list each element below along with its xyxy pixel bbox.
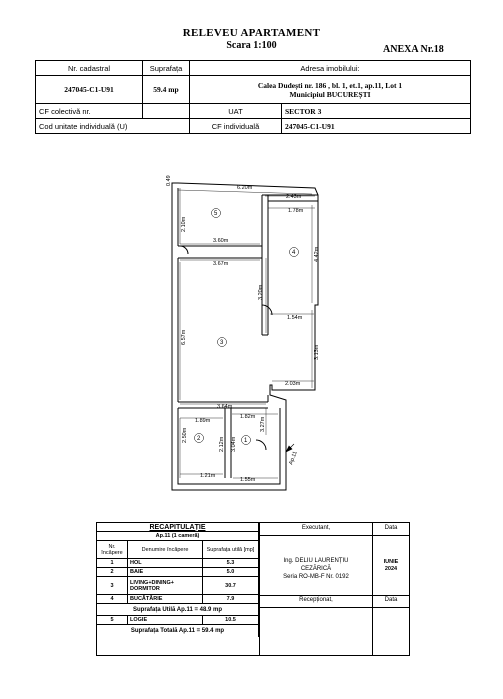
door-arc3 <box>262 305 272 315</box>
cf-individuala-label: CF individuală <box>190 119 282 134</box>
recap-row: 5 LOGIE 10.5 <box>97 616 259 625</box>
dim-label: 1.89m <box>195 418 211 424</box>
room-number: 5 <box>214 211 218 217</box>
recap-row: 1 HOL 5.3 <box>97 559 259 568</box>
dim-label: 2.43m <box>286 194 302 200</box>
date-month: IUNIE <box>383 559 399 565</box>
entrance-arrow <box>286 444 299 466</box>
date-label: Data <box>384 525 398 531</box>
address-line2: Municipiul BUCUREȘTI <box>289 89 371 99</box>
util-total: Suprafața Utilă Ap.11 = 48.9 mp <box>97 604 259 616</box>
dim-label: 4.42m <box>314 246 320 262</box>
dim-label: 6.57m <box>181 329 187 345</box>
door-arc <box>256 440 266 450</box>
engineer-name-2: CEZĂRICĂ <box>300 566 332 572</box>
interior-wall <box>178 246 262 258</box>
recap-row: 2 BAIE 5.0 <box>97 568 259 577</box>
dim-label: 3.20m <box>258 284 264 300</box>
recap-table <box>97 523 259 637</box>
date-year: 2024 <box>384 566 398 572</box>
dim-label: 3.60m <box>213 238 229 244</box>
dim-label: 3.67m <box>213 261 229 267</box>
address-line1: Calea Dudești nr. 186 , bl. 1, et.1, ap.11, Lot 1 <box>257 80 403 90</box>
room-number: 4 <box>292 250 296 256</box>
inner-outline <box>178 258 280 484</box>
engineer-name-1: Ing. DELIU LAURENȚIU <box>283 558 349 564</box>
cadastral-value: 247045-C1-U91 <box>36 76 143 104</box>
dim-label: 6.20m <box>237 185 253 191</box>
recap-title: RECAPITULAȚIE <box>97 523 259 532</box>
dim-label: 2.03m <box>285 381 301 387</box>
cod-unitate-label: Cod unitate individuală (U) <box>36 119 190 134</box>
recap-row: 3 LIVING+DINING+ DORMITOR 30.7 <box>97 577 259 595</box>
cf-colectiva-label: CF colectivă nr. <box>36 104 143 119</box>
dim-label: 1.82m <box>240 414 256 420</box>
col-adresa-header: Adresa imobilului: <box>190 61 471 76</box>
executant-panel <box>259 523 410 655</box>
kitchen-wall <box>262 195 268 335</box>
scale-label: Scara 1:100 <box>226 40 277 51</box>
uat-label: UAT <box>190 104 282 119</box>
date-label-2: Data <box>384 597 398 603</box>
dim-label: 1.55m <box>240 477 256 483</box>
recap-subtitle: Ap.11 (1 cameră) <box>97 532 259 541</box>
cf-individuala-value: 247045-C1-U91 <box>282 119 471 134</box>
recap-row: 4 BUCĂTĂRIE 7.9 <box>97 595 259 604</box>
col-cadastral-header: Nr. cadastral <box>36 61 143 76</box>
dim-label: 2.12m <box>219 436 225 452</box>
dim-label: 0.49 <box>166 175 172 186</box>
col-denumire-header: Denumire încăpere <box>128 541 203 559</box>
page-title: RELEVEU APARTAMENT <box>182 27 321 39</box>
dim-label: 1.54m <box>287 315 303 321</box>
annex-label: ANEXA Nr.18 <box>383 44 444 55</box>
col-nr-header: Nr. încăpere <box>97 541 128 559</box>
dim-label: 3.27m <box>260 416 266 432</box>
executant-label: Executant, <box>301 525 331 531</box>
door-arc2 <box>180 246 188 254</box>
room-number: 1 <box>244 438 248 444</box>
col-suprafata-header: Suprafața utilă [mp] <box>203 541 259 559</box>
executant-body-row <box>260 535 410 596</box>
dim-label: 1.21m <box>200 473 216 479</box>
entrance-label: Ap.11 <box>288 450 299 466</box>
dim-label: 2.50m <box>182 427 188 443</box>
dim-label: 3.64m <box>217 404 233 410</box>
dim-label: 3.13m <box>314 344 320 360</box>
suprafata-value: 59.4 mp <box>143 76 190 104</box>
dim-label: 3.04m <box>231 436 237 452</box>
grand-total: Suprafața Totală Ap.11 = 59.4 mp <box>97 625 259 637</box>
room-number: 2 <box>197 436 201 442</box>
receptionat-label: Recepționat, <box>299 597 333 603</box>
recap-panel <box>96 522 410 656</box>
room-number: 3 <box>220 340 224 346</box>
engineer-series: Seria RO-MB-F Nr. 0192 <box>283 574 349 580</box>
col-suprafata-header: Suprafața <box>143 61 190 76</box>
dim-label: 2.10m <box>181 216 187 232</box>
uat-value: SECTOR 3 <box>282 104 471 119</box>
dim-label: 1.78m <box>288 208 304 214</box>
loggia-wall <box>172 183 178 250</box>
receptionat-header-row <box>260 595 410 608</box>
